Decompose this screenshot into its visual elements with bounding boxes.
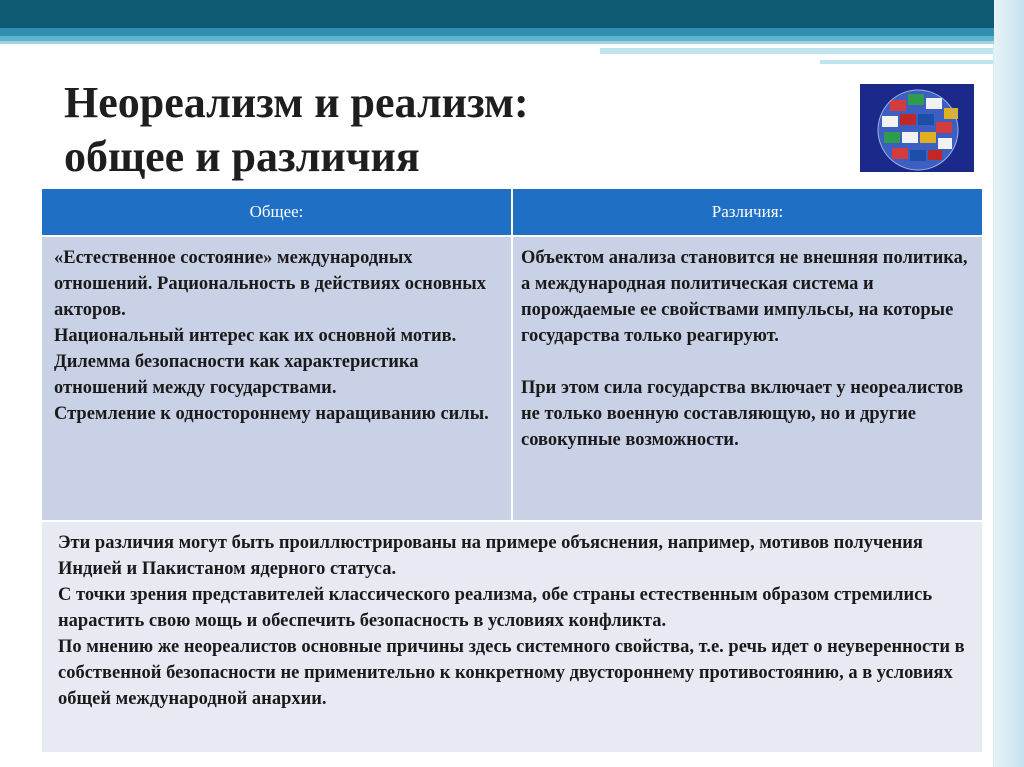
explanation-paragraph: По мнению же неореалистов основные причины здесь системного свойства, т.е. речь идет о неуверенности в собственной безопасности не применительно к конкретному двустороннему противостоянию, а в условиях общей международной анархии. — [58, 637, 965, 709]
slide-title — [64, 76, 824, 184]
differences-paragraph: Объектом анализа становится не внешняя политика, а международная политическая система и порождаемые ее свойствами импульсы, на которые государства только реагируют. — [521, 248, 968, 346]
common-cell — [42, 237, 511, 520]
differences-paragraph: При этом сила государства включает у неореалистов не только военную составляющую, но и другие совокупные возможности. — [521, 378, 964, 450]
explanation-cell — [42, 522, 982, 752]
explanation-paragraph: Эти различия могут быть проиллюстрированы на примере объяснения, например, мотивов получения Индией и Пакистаном ядерного статуса. — [58, 533, 923, 579]
top-accent-strip-2 — [820, 60, 994, 64]
top-band-pale — [0, 41, 1024, 44]
common-paragraph: Национальный интерес как их основной мотив. — [54, 326, 457, 346]
table-header-differences: Различия: — [513, 189, 982, 235]
globe-flags-image — [860, 84, 974, 172]
common-paragraph: Дилемма безопасности как характеристика отношений между государствами. — [54, 352, 419, 398]
differences-cell — [513, 237, 982, 520]
common-paragraph: Стремление к одностороннему наращиванию силы. — [54, 404, 489, 424]
right-divider-line — [993, 44, 994, 767]
slide-title-line-2: общее и различия — [64, 132, 420, 181]
globe-icon — [860, 84, 974, 172]
common-paragraph: «Естественное состояние» международных отношений. Рациональность в действиях основных акторов. — [54, 248, 486, 320]
top-band-mid — [0, 28, 1024, 36]
slide-title-line-1: Неореализм и реализм: — [64, 78, 529, 127]
explanation-paragraph: С точки зрения представителей классического реализма, обе страны естественным образом стремились нарастить свою мощь и обеспечить безопасность в условиях конфликта. — [58, 585, 933, 631]
top-band-dark — [0, 0, 1024, 28]
paragraph-gap — [521, 349, 972, 375]
right-decorative-rail — [994, 0, 1024, 767]
table-header-common: Общее: — [42, 189, 511, 235]
top-accent-strip — [600, 48, 994, 54]
